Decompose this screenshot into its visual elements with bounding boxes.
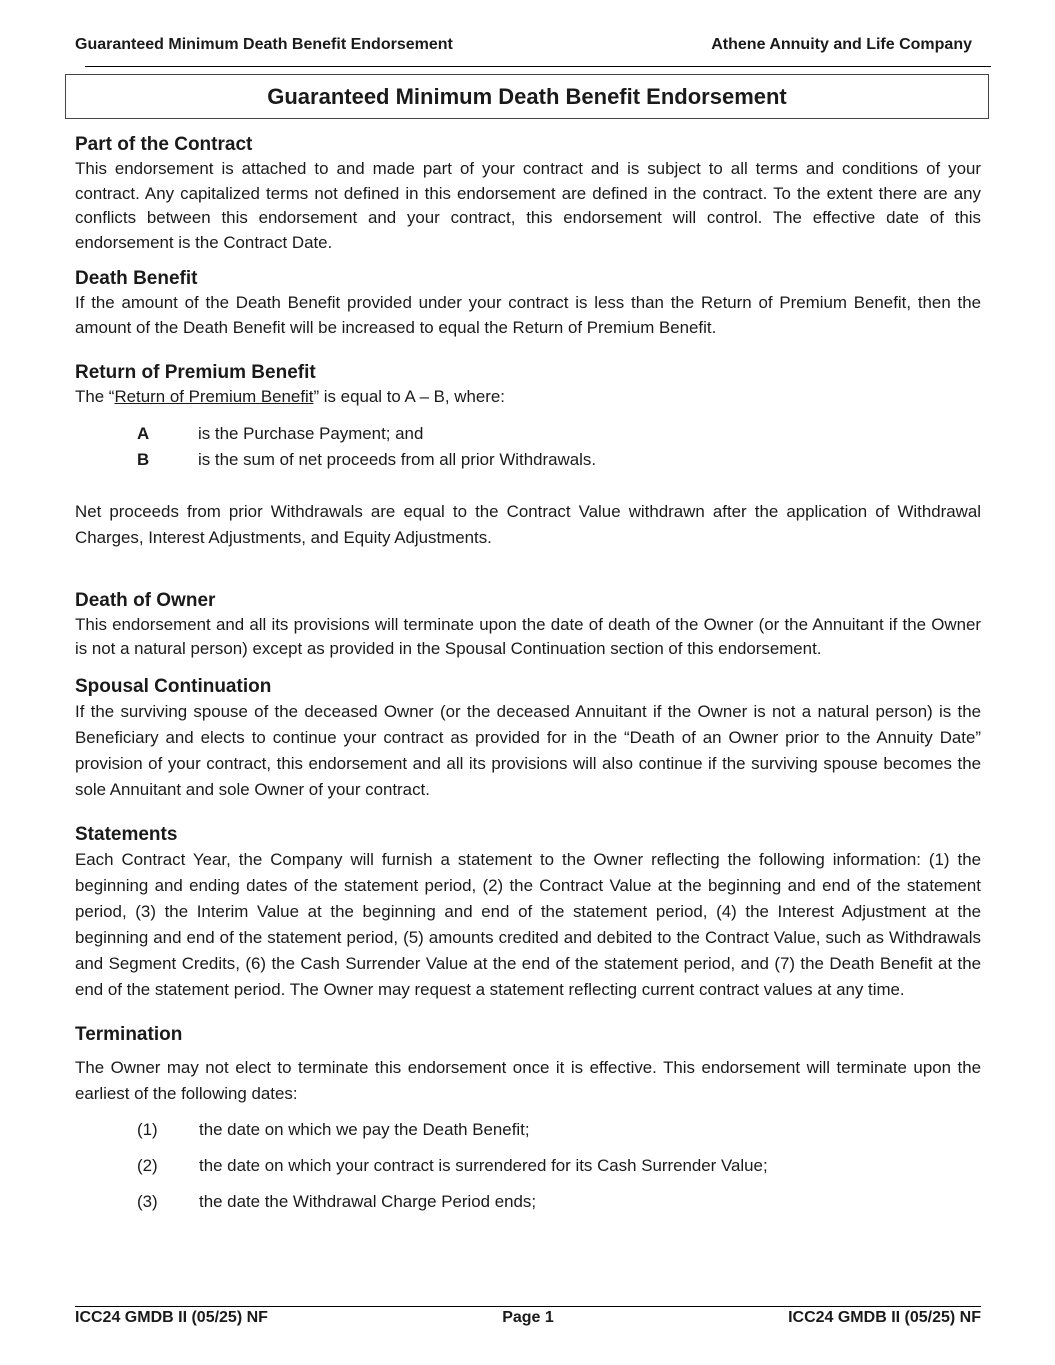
- list-number: (3): [137, 1191, 158, 1211]
- document-body: [75, 133, 981, 1226]
- footer-form-number-left: ICC24 GMDB II (05/25) NF: [75, 1309, 268, 1326]
- list-text: the date on which we pay the Death Benefit;: [199, 1119, 530, 1139]
- section-statements: [75, 823, 981, 1003]
- section-heading: Death Benefit: [75, 268, 198, 289]
- list-text: the date the Withdrawal Charge Period ends;: [199, 1191, 537, 1211]
- footer-page-number: Page 1: [502, 1309, 554, 1326]
- definition-text: is the Purchase Payment; and: [198, 423, 424, 443]
- list-text: the date on which your contract is surrendered for its Cash Surrender Value;: [199, 1155, 768, 1175]
- definition-key: B: [137, 449, 150, 469]
- section-death-of-owner: [75, 589, 981, 662]
- section-text: If the surviving spouse of the deceased Owner (or the deceased Annuitant if the Owner is not a natural person) is the Beneficiary and elects to continue your contract as provided for in the “Death of an Owner prior to the Annuity Date” provision of your contract, this endorsement and all its provisions will also continue if the surviving spouse becomes the sole Annuitant and sole Owner of your contract.: [75, 701, 981, 799]
- list-item: [75, 1118, 981, 1142]
- list-number: (1): [137, 1119, 158, 1139]
- list-number: (2): [137, 1155, 158, 1175]
- document-title-box: [65, 74, 989, 119]
- section-text: The Owner may not elect to terminate this endorsement once it is effective. This endorsement will terminate upon the earliest of the following dates:: [75, 1057, 981, 1103]
- section-heading: Part of the Contract: [75, 134, 253, 155]
- section-heading: Statements: [75, 823, 178, 845]
- section-text: This endorsement is attached to and made part of your contract and is subject to all terms and conditions of your contract. Any capitalized terms not defined in this endorsement are defined in the contract. To the extent there are any conflicts between this endorsement and your contract, this endorsement will control. The effective date of this endorsement is the Contract Date.: [75, 159, 981, 252]
- section-text: This endorsement and all its provisions will terminate upon the date of death of the Owner (or the Annuitant if the Owner is not a natural person) except as provided in the Spousal Continuation section of this endorsement.: [75, 614, 981, 658]
- net-proceeds-text: Net proceeds from prior Withdrawals are equal to the Contract Value withdrawn after the application of Withdrawal Charges, Interest Adjustments, and Equity Adjustments.: [75, 501, 981, 547]
- defined-term: Return of Premium Benefit: [114, 387, 314, 406]
- page-footer: [75, 1309, 981, 1327]
- section-heading: Spousal Continuation: [75, 675, 272, 697]
- termination-list: [75, 1118, 981, 1214]
- document-title: Guaranteed Minimum Death Benefit Endorsement: [267, 83, 787, 109]
- section-termination: [75, 1023, 981, 1214]
- section-part-of-contract: [75, 133, 981, 255]
- intro-post: ” is equal to A – B, where:: [313, 387, 506, 406]
- definition-row: [75, 447, 981, 473]
- section-heading: Return of Premium Benefit: [75, 362, 316, 383]
- section-heading: Termination: [75, 1023, 183, 1045]
- footer-rule: [75, 1306, 981, 1307]
- header-company-name: Athene Annuity and Life Company: [711, 36, 972, 53]
- section-text: Each Contract Year, the Company will furnish a statement to the Owner reflecting the following information: (1) the beginning and ending dates of the statement period, (2) the Contract Value at the beginning and end of the statement period, (3) the Interim Value at the beginning and end of the statement period, (4) the Interest Adjustment at the beginning and end of the statement period, (5) amounts credited and debited to the Contract Value, such as Withdrawals and Segment Credits, (6) the Cash Surrender Value at the end of the statement period, and (7) the Death Benefit at the end of the statement period. The Owner may request a statement reflecting current contract values at any time.: [75, 849, 981, 999]
- section-text: If the amount of the Death Benefit provided under your contract is less than the Return of Premium Benefit, then the amount of the Death Benefit will be increased to equal the Return of Premium Benefit.: [75, 293, 981, 337]
- intro-pre: The “: [75, 387, 115, 406]
- section-death-benefit: [75, 267, 981, 340]
- header-left-title: Guaranteed Minimum Death Benefit Endorsement: [75, 36, 453, 53]
- section-heading: Death of Owner: [75, 589, 216, 611]
- page-header: [75, 36, 972, 54]
- list-item: [75, 1154, 981, 1178]
- definition-text: is the sum of net proceeds from all prior Withdrawals.: [198, 449, 597, 469]
- footer-form-number-right: ICC24 GMDB II (05/25) NF: [788, 1309, 981, 1326]
- section-intro: [75, 385, 981, 410]
- definition-row: [75, 421, 981, 447]
- section-spousal-continuation: [75, 675, 981, 803]
- definition-key: A: [137, 423, 150, 443]
- section-return-of-premium: [75, 361, 981, 551]
- list-item: [75, 1190, 981, 1214]
- header-rule: [85, 66, 991, 67]
- definition-list: [75, 421, 981, 473]
